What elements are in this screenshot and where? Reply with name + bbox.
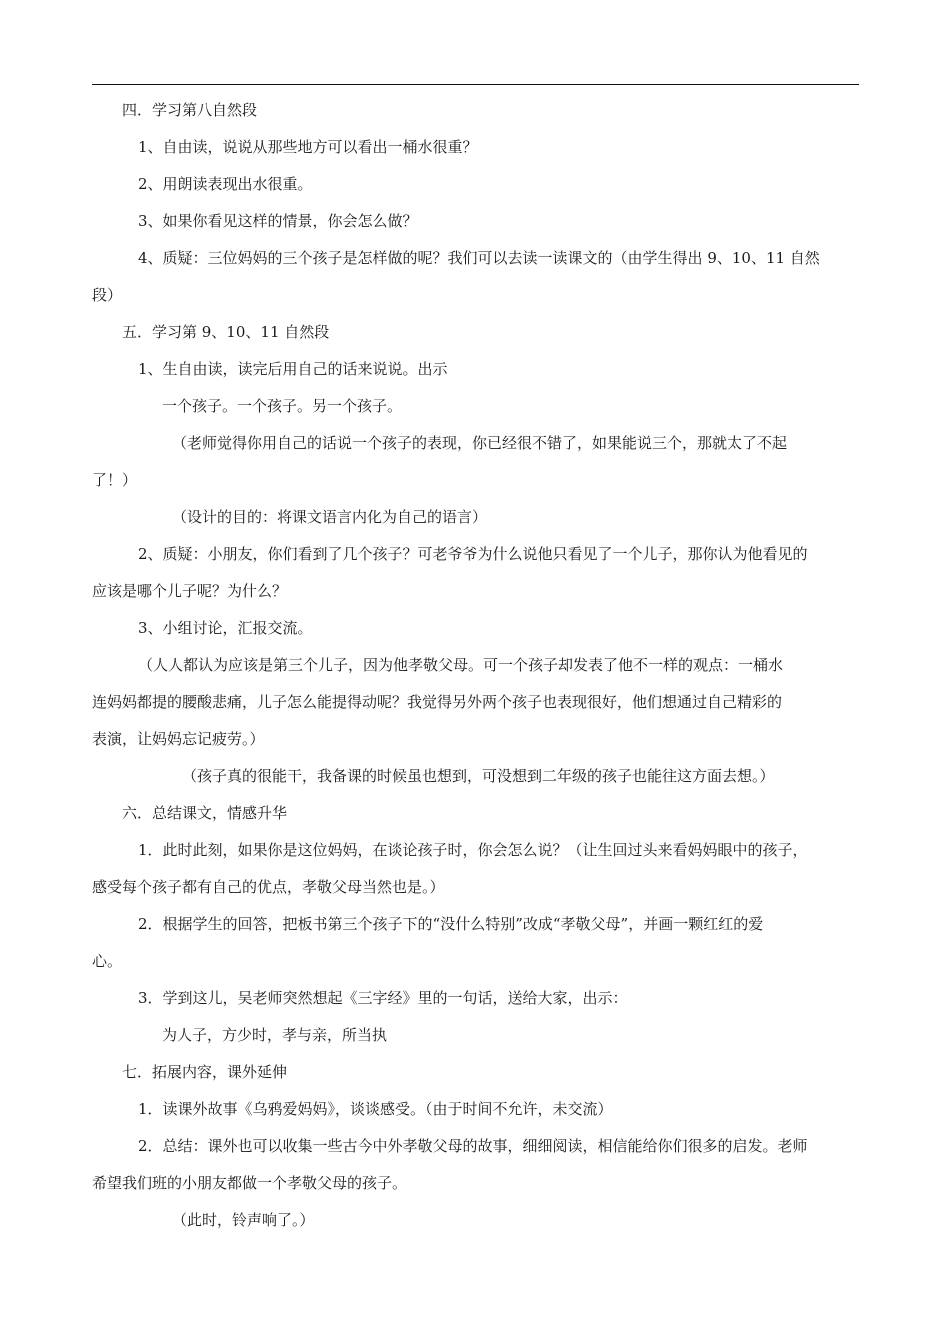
note-line: （此时，铃声响了。） bbox=[172, 1211, 315, 1229]
note-line: （孩子真的很能干，我备课的时候虽也想到，可没想到二年级的孩子也能往这方面去想。） bbox=[182, 767, 775, 785]
header-rule bbox=[92, 84, 859, 85]
paragraph: 3、小组讨论，汇报交流。 bbox=[138, 619, 313, 637]
paragraph-line: 应该是哪个儿子呢？为什么？ bbox=[92, 582, 288, 600]
section-heading-7: 七．拓展内容，课外延伸 bbox=[122, 1063, 288, 1081]
paragraph: 2、用朗读表现出水很重。 bbox=[138, 175, 313, 193]
note-line: 了！） bbox=[92, 471, 138, 489]
document-body bbox=[92, 92, 862, 1239]
paragraph-line: 2．总结：课外也可以收集一些古今中外孝敬父母的故事，细细阅读，相信能给你们很多的启发。老师 bbox=[138, 1137, 808, 1155]
paragraph: 1、生自由读，读完后用自己的话来说说。出示 bbox=[138, 360, 448, 378]
section-heading-4: 四．学习第八自然段 bbox=[122, 101, 258, 119]
paragraph: 3．学到这儿，吴老师突然想起《三字经》里的一句话，送给大家，出示： bbox=[138, 989, 628, 1007]
section-heading-5: 五．学习第 9、10、11 自然段 bbox=[122, 323, 330, 341]
paragraph-line: 心。 bbox=[92, 952, 123, 970]
display-text: 为人子，方少时，孝与亲，所当执 bbox=[162, 1026, 388, 1044]
note-line: （老师觉得你用自己的话说一个孩子的表现，你已经很不错了，如果能说三个，那就太了不起 bbox=[172, 434, 788, 452]
note-line: 表演，让妈妈忘记疲劳。） bbox=[92, 730, 265, 748]
paragraph-line: 2、质疑：小朋友，你们看到了几个孩子？可老爷爷为什么说他只看见了一个儿子，那你认为他看见的 bbox=[138, 545, 808, 563]
paragraph: 3、如果你看见这样的情景，你会怎么做？ bbox=[138, 212, 418, 230]
paragraph-line: 感受每个孩子都有自己的优点，孝敬父母当然也是。） bbox=[92, 878, 445, 896]
note-line: （人人都认为应该是第三个儿子，因为他孝敬父母。可一个孩子却发表了他不一样的观点：一桶水 bbox=[138, 656, 784, 674]
paragraph-line: 段） bbox=[92, 286, 123, 304]
paragraph: 1、自由读，说说从那些地方可以看出一桶水很重？ bbox=[138, 138, 478, 156]
paragraph-line: 4、质疑：三位妈妈的三个孩子是怎样做的呢？我们可以去读一读课文的（由学生得出 9、10、11 自然 bbox=[138, 249, 820, 267]
note-line: 连妈妈都提的腰酸悲痛，儿子怎么能提得动呢？我觉得另外两个孩子也表现很好，他们想通过自己精彩的 bbox=[92, 693, 783, 711]
note-line: （设计的目的：将课文语言内化为自己的语言） bbox=[172, 508, 488, 526]
display-text: 一个孩子。一个孩子。另一个孩子。 bbox=[162, 397, 403, 415]
paragraph: 1．读课外故事《乌鸦爱妈妈》，谈谈感受。（由于时间不允许，未交流） bbox=[138, 1100, 613, 1118]
paragraph-line: 希望我们班的小朋友都做一个孝敬父母的孩子。 bbox=[92, 1174, 408, 1192]
section-heading-6: 六．总结课文，情感升华 bbox=[122, 804, 288, 822]
paragraph-line: 1．此时此刻，如果你是这位妈妈，在谈论孩子时，你会怎么说？（让生回过头来看妈妈眼中的孩子， bbox=[138, 841, 808, 859]
paragraph-line: 2．根据学生的回答，把板书第三个孩子下的“没什么特别”改成“孝敬父母”，并画一颗红红的爱 bbox=[138, 915, 764, 933]
